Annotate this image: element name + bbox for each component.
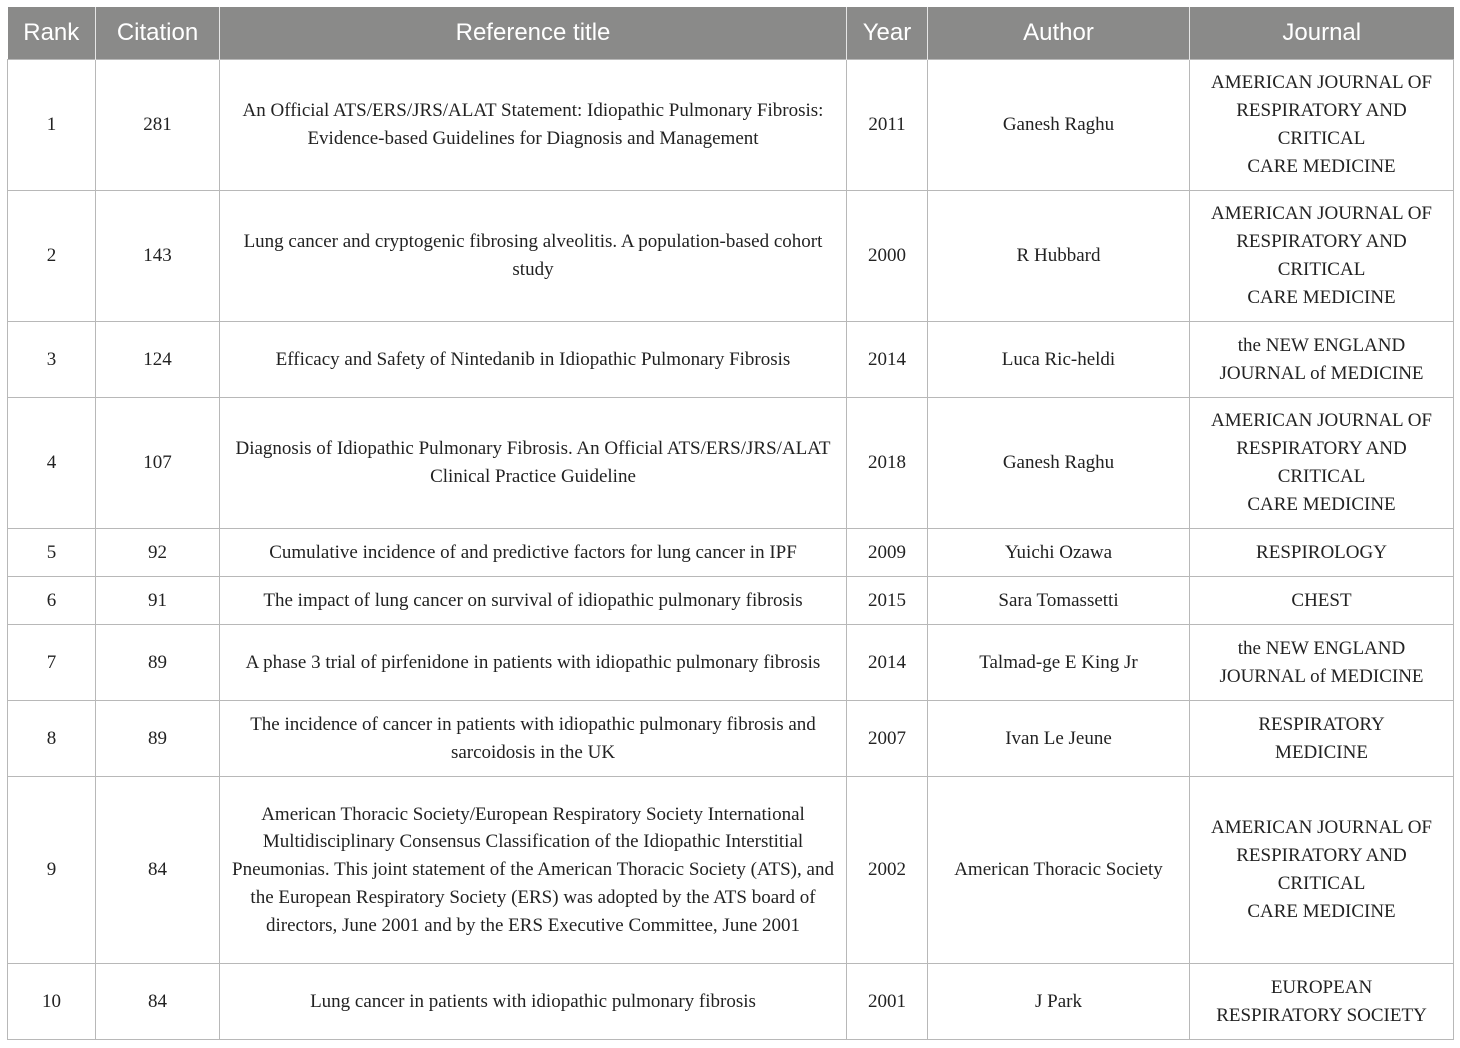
author-cell: Sara Tomassetti [928, 577, 1190, 625]
journal-line: CARE MEDICINE [1247, 155, 1396, 177]
journal-cell [1190, 625, 1454, 701]
author-cell: Ivan Le Jeune [928, 701, 1190, 777]
title-cell: American Thoracic Society/European Respiratory Society International Multidisciplinary Consensus Classification of the Idiopathic Interstitial Pneumonias. This joint statement of the American Thoracic Society (ATS), and the European Respiratory Society (ERS) was adopted by the ATS board of directors, June 2001 and by the ERS Executive Committee, June 2001 [220, 777, 847, 964]
year-cell: 2014 [847, 625, 928, 701]
author-cell: R Hubbard [928, 191, 1190, 322]
table-row [8, 577, 1454, 625]
year-cell: 2009 [847, 529, 928, 577]
title-cell: Diagnosis of Idiopathic Pulmonary Fibrosis. An Official ATS/ERS/JRS/ALAT Clinical Practice Guideline [220, 398, 847, 529]
journal-line: RESPIRATORY [1258, 713, 1385, 735]
journal-line: CRITICAL [1277, 466, 1366, 487]
citation-cell: 143 [96, 191, 220, 322]
header-title: Reference title [220, 7, 847, 60]
journal-cell [1190, 191, 1454, 322]
table-row [8, 191, 1454, 322]
citation-cell: 89 [96, 701, 220, 777]
title-cell: The incidence of cancer in patients with idiopathic pulmonary fibrosis and sarcoidosis in the UK [220, 701, 847, 777]
rank-cell: 8 [8, 701, 96, 777]
header-rank: Rank [8, 7, 96, 60]
year-cell: 2014 [847, 322, 928, 398]
journal-line: AMERICAN JOURNAL OF [1211, 203, 1432, 225]
journal-cell [1190, 577, 1454, 625]
journal-cell [1190, 529, 1454, 577]
table-row [8, 322, 1454, 398]
journal-line: RESPIRATORY AND [1236, 100, 1407, 122]
journal-line: RESPIRATORY AND [1236, 231, 1407, 253]
citation-cell: 92 [96, 529, 220, 577]
author-cell: Ganesh Raghu [928, 398, 1190, 529]
journal-line: CRITICAL [1277, 128, 1366, 149]
citation-cell: 84 [96, 964, 220, 1040]
citation-cell: 89 [96, 625, 220, 701]
rank-cell: 7 [8, 625, 96, 701]
table-row [8, 625, 1454, 701]
journal-line: RESPIROLOGY [1256, 541, 1387, 563]
journal-line: JOURNAL of MEDICINE [1219, 665, 1424, 687]
citation-cell: 107 [96, 398, 220, 529]
journal-line: RESPIRATORY AND [1236, 438, 1407, 460]
journal-line: AMERICAN JOURNAL OF [1211, 410, 1432, 432]
journal-cell [1190, 322, 1454, 398]
rank-cell: 10 [8, 964, 96, 1040]
title-cell: The impact of lung cancer on survival of idiopathic pulmonary fibrosis [220, 577, 847, 625]
author-cell: Talmad-ge E King Jr [928, 625, 1190, 701]
journal-line: the NEW ENGLAND [1237, 334, 1406, 356]
citation-cell: 281 [96, 60, 220, 191]
citation-cell: 84 [96, 777, 220, 964]
table-body [8, 60, 1454, 1040]
journal-line: AMERICAN JOURNAL OF [1211, 817, 1432, 839]
year-cell: 2007 [847, 701, 928, 777]
journal-cell [1190, 777, 1454, 964]
rank-cell: 9 [8, 777, 96, 964]
header-year: Year [847, 7, 928, 60]
journal-line: RESPIRATORY SOCIETY [1216, 1004, 1427, 1026]
table-row [8, 701, 1454, 777]
rank-cell: 5 [8, 529, 96, 577]
journal-line: JOURNAL of MEDICINE [1219, 362, 1424, 384]
journal-cell [1190, 701, 1454, 777]
rank-cell: 1 [8, 60, 96, 191]
header-citation: Citation [96, 7, 220, 60]
author-cell: American Thoracic Society [928, 777, 1190, 964]
table-header [8, 7, 1454, 60]
year-cell: 2001 [847, 964, 928, 1040]
table-row [8, 529, 1454, 577]
journal-line: MEDICINE [1275, 741, 1368, 763]
header-journal: Journal [1190, 7, 1454, 60]
author-cell: Ganesh Raghu [928, 60, 1190, 191]
journal-line: CHEST [1291, 589, 1352, 611]
references-table [7, 7, 1454, 1040]
author-cell: Luca Ric-heldi [928, 322, 1190, 398]
journal-line: CRITICAL [1277, 259, 1366, 280]
title-cell: Efficacy and Safety of Nintedanib in Idiopathic Pulmonary Fibrosis [220, 322, 847, 398]
journal-line: the NEW ENGLAND [1237, 637, 1406, 659]
citation-cell: 91 [96, 577, 220, 625]
year-cell: 2018 [847, 398, 928, 529]
year-cell: 2011 [847, 60, 928, 191]
journal-cell [1190, 964, 1454, 1040]
table-row [8, 60, 1454, 191]
journal-cell [1190, 398, 1454, 529]
rank-cell: 2 [8, 191, 96, 322]
journal-line: CARE MEDICINE [1247, 286, 1396, 308]
author-cell: J Park [928, 964, 1190, 1040]
rank-cell: 4 [8, 398, 96, 529]
rank-cell: 3 [8, 322, 96, 398]
journal-line: EUROPEAN [1270, 976, 1373, 998]
journal-line: AMERICAN JOURNAL OF [1211, 72, 1432, 94]
journal-line: CRITICAL [1277, 873, 1366, 894]
journal-cell [1190, 60, 1454, 191]
journal-line: RESPIRATORY AND [1236, 845, 1407, 867]
header-author: Author [928, 7, 1190, 60]
rank-cell: 6 [8, 577, 96, 625]
title-cell: A phase 3 trial of pirfenidone in patients with idiopathic pulmonary fibrosis [220, 625, 847, 701]
title-cell: Lung cancer and cryptogenic fibrosing alveolitis. A population-based cohort study [220, 191, 847, 322]
table-row [8, 398, 1454, 529]
title-cell: An Official ATS/ERS/JRS/ALAT Statement: Idiopathic Pulmonary Fibrosis: Evidence-based Guidelines for Diagnosis and Management [220, 60, 847, 191]
year-cell: 2015 [847, 577, 928, 625]
citation-cell: 124 [96, 322, 220, 398]
title-cell: Lung cancer in patients with idiopathic pulmonary fibrosis [220, 964, 847, 1040]
author-cell: Yuichi Ozawa [928, 529, 1190, 577]
title-cell: Cumulative incidence of and predictive factors for lung cancer in IPF [220, 529, 847, 577]
journal-line: CARE MEDICINE [1247, 900, 1396, 922]
table-row [8, 964, 1454, 1040]
year-cell: 2000 [847, 191, 928, 322]
table-row [8, 777, 1454, 964]
journal-line: CARE MEDICINE [1247, 493, 1396, 515]
year-cell: 2002 [847, 777, 928, 964]
